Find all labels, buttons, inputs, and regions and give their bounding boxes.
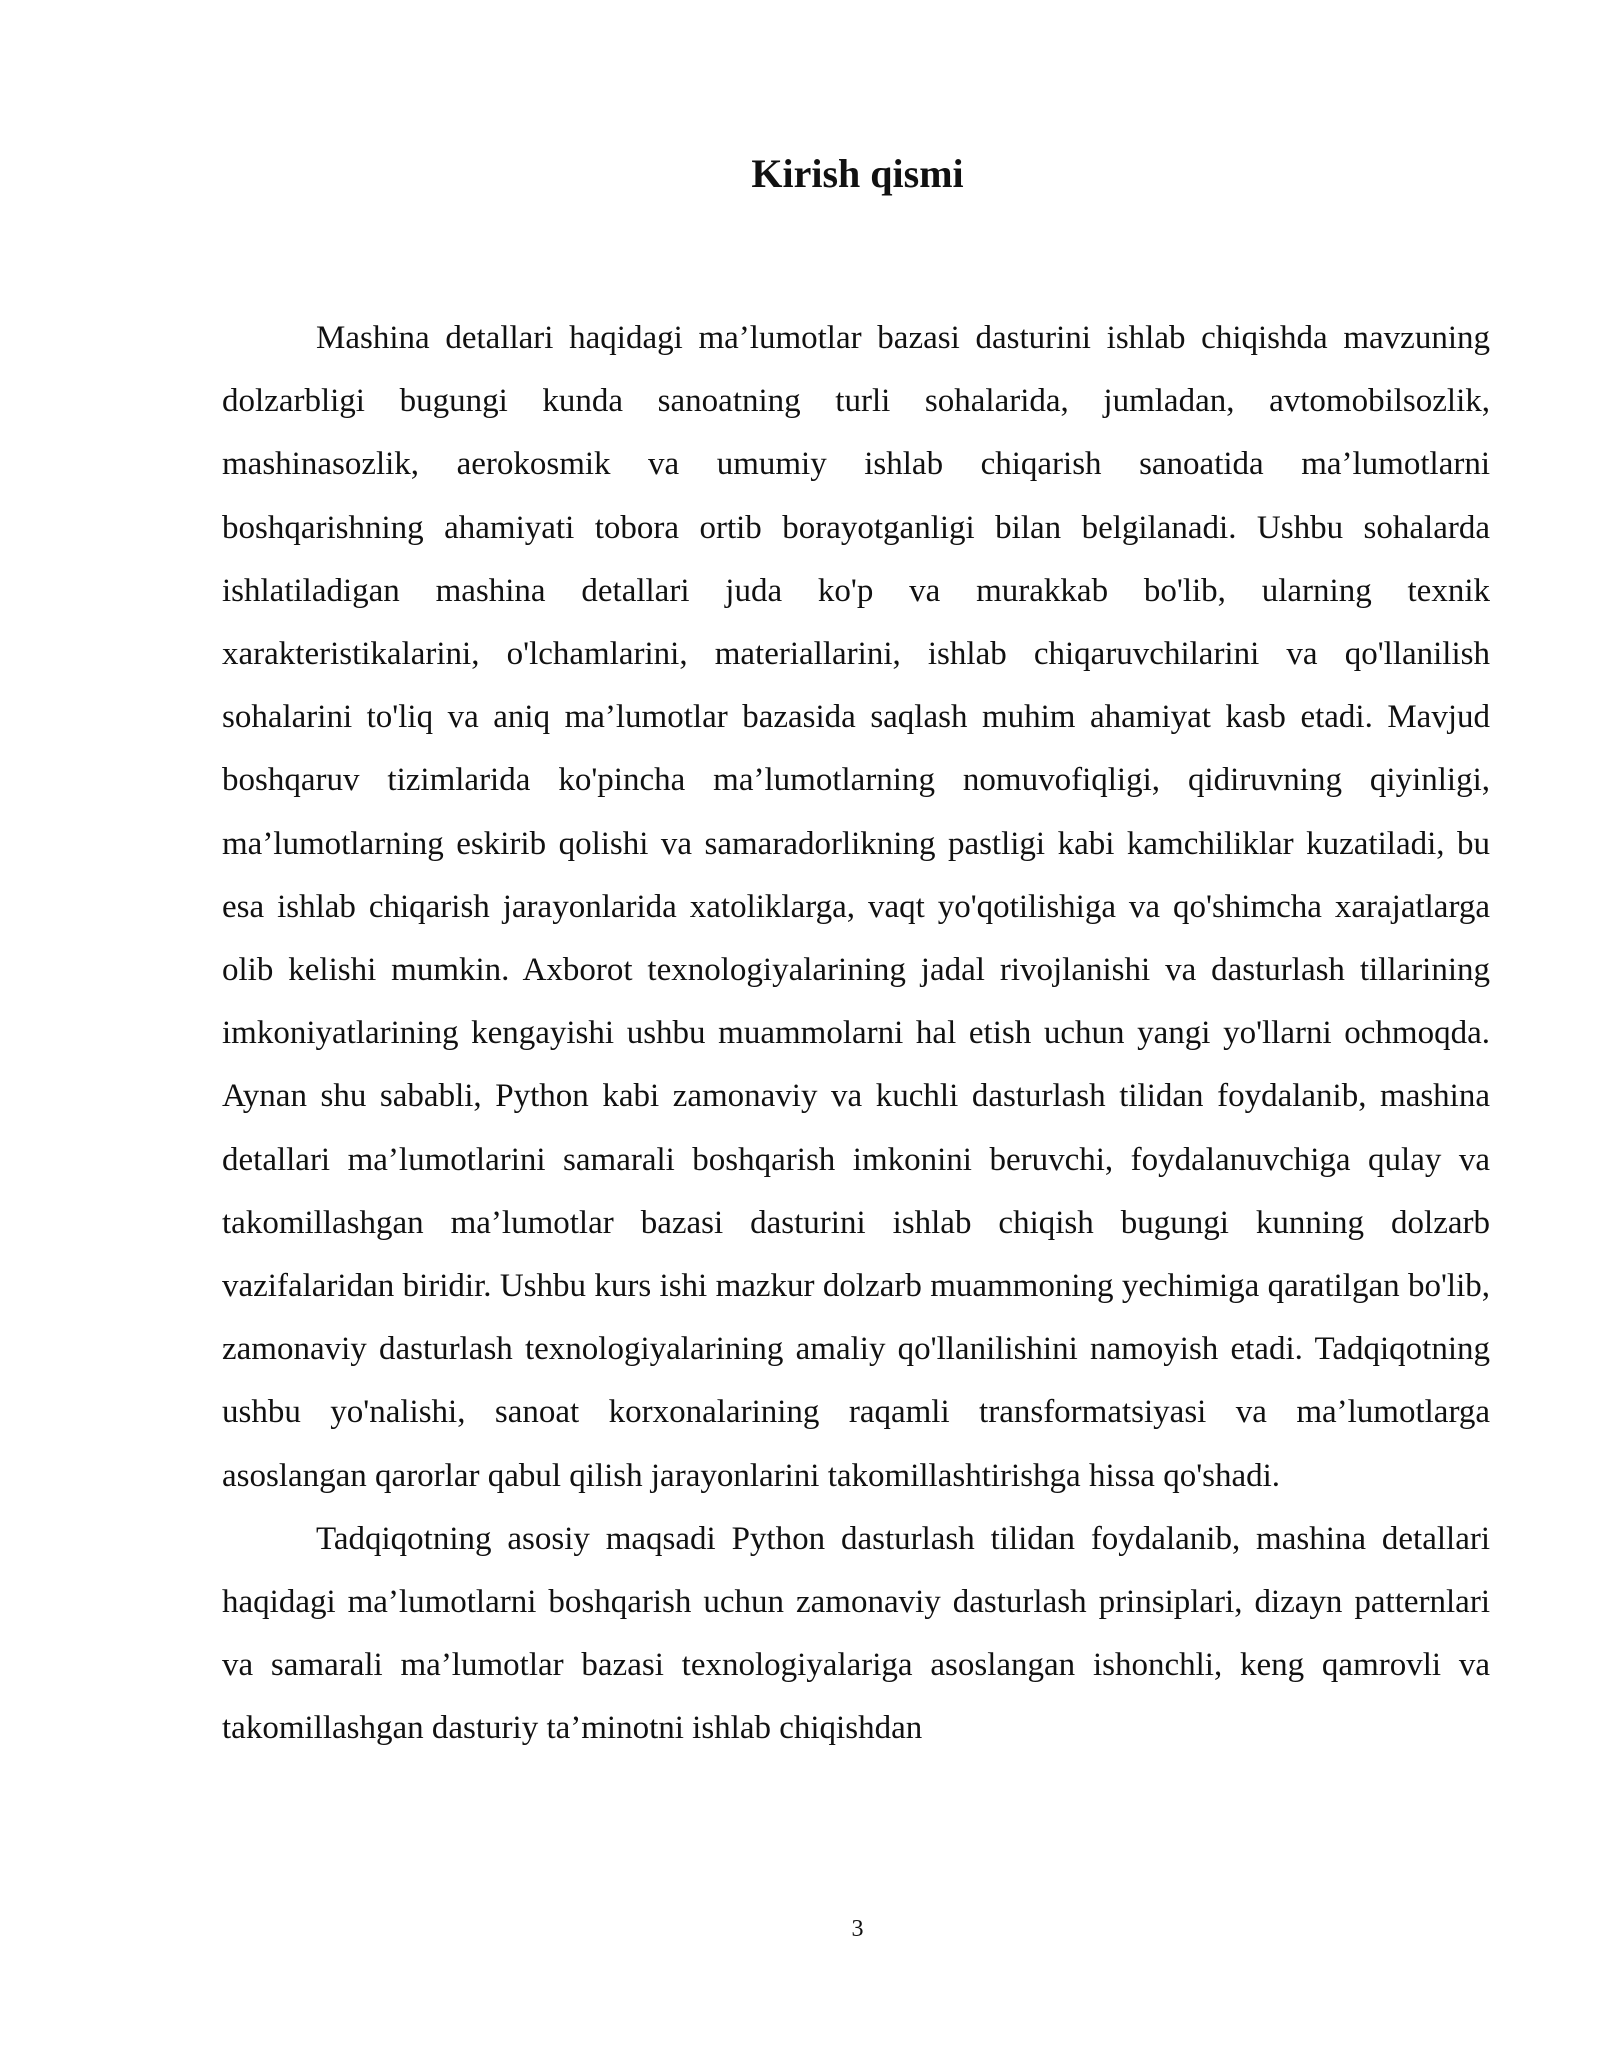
document-body bbox=[222, 307, 1490, 1761]
page-title: Kirish qismi bbox=[751, 151, 964, 196]
paragraph-1: Mashina detallari haqidagi ma’lumotlar bazasi dasturini ishlab chiqishda mavzuning dolzarbligi bugungi kunda sanoatning turli sohalarida, jumladan, avtomobilsozlik, mashinasozlik, aerokosmik va umumiy ishlab chiqarish sanoatida ma’lumotlarni boshqarishning ahamiyati tobora ortib borayotganligi bilan belgilanadi. Ushbu sohalarda ishlatiladigan mashina detallari juda ko'p va murakkab bo'lib, ularning texnik xarakteristikalarini, o'lchamlarini, materiallarini, ishlab chiqaruvchilarini va qo'llanilish sohalarini to'liq va aniq ma’lumotlar bazasida saqlash muhim ahamiyat kasb etadi. Mavjud boshqaruv tizimlarida ko'pincha ma’lumotlarning nomuvofiqligi, qidiruvning qiyinligi, ma’lumotlarning eskirib qolishi va samaradorlikning pastligi kabi kamchiliklar kuzatiladi, bu esa ishlab chiqarish jarayonlarida xatoliklarga, vaqt yo'qotilishiga va qo'shimcha xarajatlarga olib kelishi mumkin. Axborot texnologiyalarining jadal rivojlanishi va dasturlash tillarining imkoniyatlarining kengayishi ushbu muammolarni hal etish uchun yangi yo'llarni ochmoqda. Aynan shu sababli, Python kabi zamonaviy va kuchli dasturlash tilidan foydalanib, mashina detallari ma’lumotlarini samarali boshqarish imkonini beruvchi, foydalanuvchiga qulay va takomillashgan ma’lumotlar bazasi dasturini ishlab chiqish bugungi kunning dolzarb vazifalaridan biridir. Ushbu kurs ishi mazkur dolzarb muammoning yechimiga qaratilgan bo'lib, zamonaviy dasturlash texnologiyalarining amaliy qo'llanilishini namoyish etadi. Tadqiqotning ushbu yo'nalishi, sanoat korxonalarining raqamli transformatsiyasi va ma’lumotlarga asoslangan qarorlar qabul qilish jarayonlarini takomillashtirishga hissa qo'shadi. bbox=[222, 320, 1490, 1494]
paragraph-2: Tadqiqotning asosiy maqsadi Python dasturlash tilidan foydalanib, mashina detallari haqidagi ma’lumotlarni boshqarish uchun zamonaviy dasturlash prinsiplari, dizayn patternlari va samarali ma’lumotlar bazasi texnologiyalariga asoslangan ishonchli, keng qamrovli va takomillashgan dasturiy ta’minotni ishlab chiqishdan bbox=[222, 1520, 1490, 1747]
page-number: 3 bbox=[851, 1916, 864, 1942]
